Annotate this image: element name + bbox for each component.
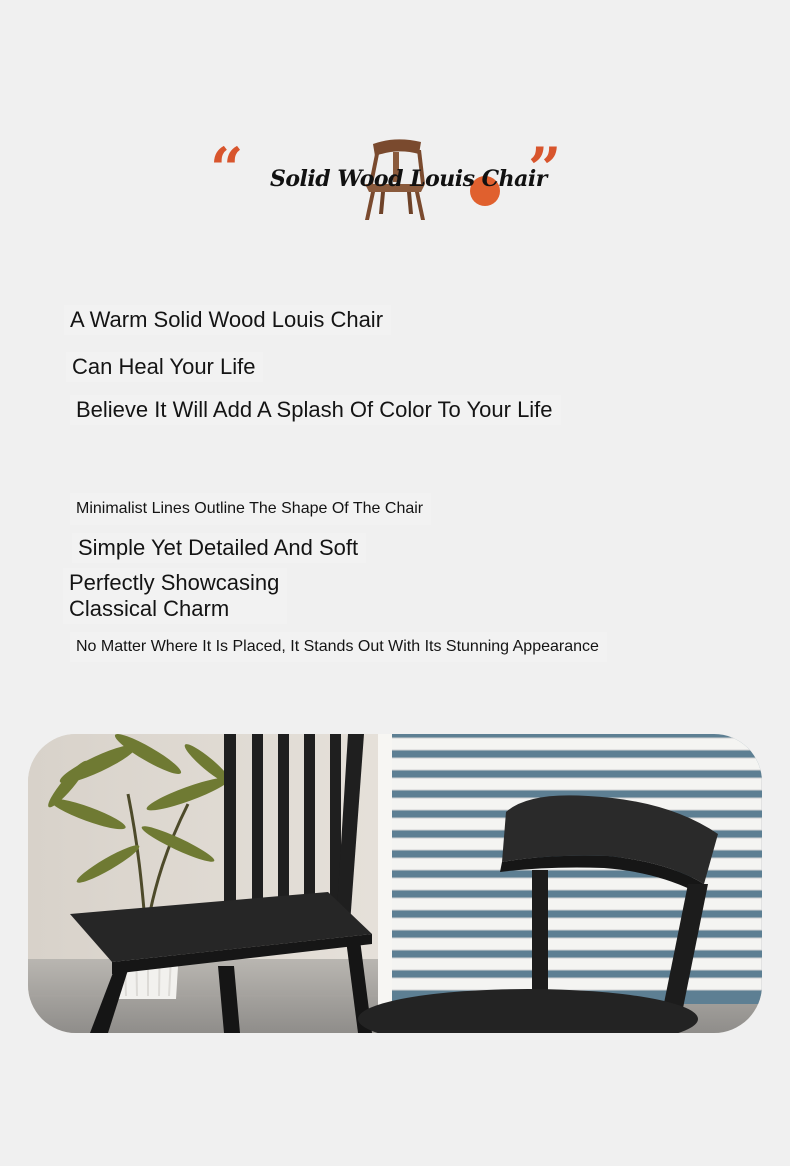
intro-line-2: Can Heal Your Life — [66, 352, 263, 382]
logo-title: Solid Wood Louis Chair — [270, 166, 547, 192]
detail-line-3-block — [63, 568, 287, 624]
open-quote-mark: “ — [210, 135, 244, 203]
detail-line-2: Simple Yet Detailed And Soft — [72, 533, 366, 563]
detail-line-3: Perfectly Showcasing — [69, 570, 280, 595]
detail-line-4: Classical Charm — [69, 596, 230, 621]
intro-line-1: A Warm Solid Wood Louis Chair — [64, 305, 391, 335]
detail-line-5: No Matter Where It Is Placed, It Stands Out With Its Stunning Appearance — [70, 632, 607, 662]
product-photo — [28, 734, 762, 1033]
product-photo-illustration — [28, 734, 762, 1033]
intro-line-3: Believe It Will Add A Splash Of Color To Your Life — [70, 395, 561, 425]
close-quote-mark: ” — [528, 135, 562, 203]
detail-line-1: Minimalist Lines Outline The Shape Of The Chair — [70, 493, 431, 525]
